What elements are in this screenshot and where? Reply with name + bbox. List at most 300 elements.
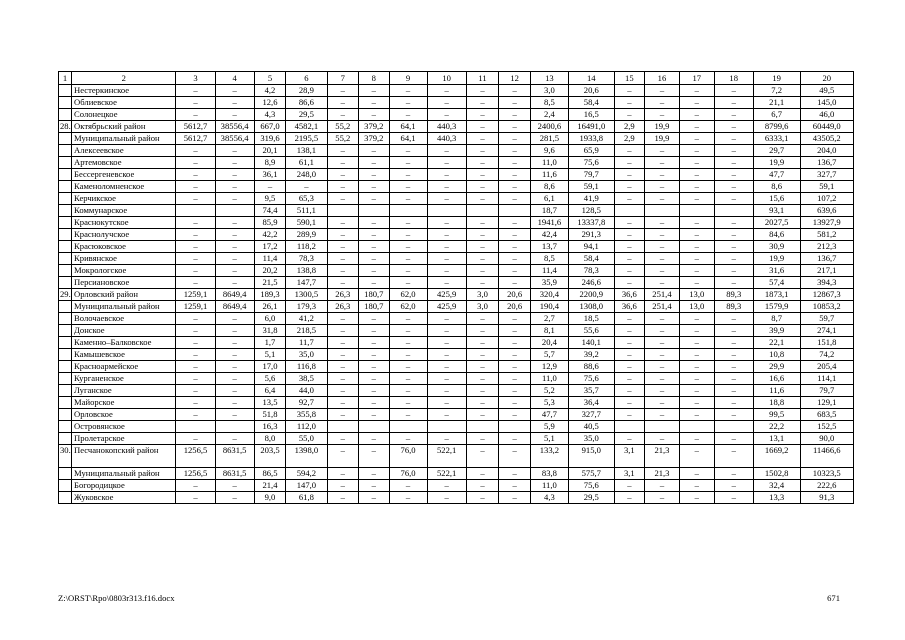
value-cell: –: [427, 181, 466, 193]
value-cell: 327,7: [568, 409, 614, 421]
value-cell: –: [176, 217, 215, 229]
value-cell: 1259,1: [176, 301, 215, 313]
value-cell: 683,5: [800, 409, 853, 421]
value-cell: 1669,2: [753, 445, 800, 468]
value-cell: –: [389, 373, 427, 385]
value-cell: 6333,1: [753, 133, 800, 145]
value-cell: 20,6: [499, 301, 531, 313]
value-cell: 3,0: [466, 301, 499, 313]
territory-name-cell: Курганенское: [72, 373, 176, 385]
value-cell: –: [359, 409, 389, 421]
value-cell: 13,1: [753, 433, 800, 445]
value-cell: –: [714, 373, 753, 385]
value-cell: 88,6: [568, 361, 614, 373]
table-row: [59, 349, 854, 361]
value-cell: –: [466, 265, 499, 277]
value-cell: 10323,5: [800, 468, 853, 480]
table-row: [59, 217, 854, 229]
value-cell: –: [327, 468, 359, 480]
value-cell: 590,1: [286, 217, 327, 229]
value-cell: 5,9: [530, 421, 568, 433]
value-cell: 47,7: [753, 169, 800, 181]
value-cell: 5,6: [254, 373, 286, 385]
value-cell: 13337,8: [568, 217, 614, 229]
value-cell: –: [614, 409, 644, 421]
value-cell: 2400,6: [530, 121, 568, 133]
territory-name-cell: Волочаевское: [72, 313, 176, 325]
value-cell: –: [679, 433, 714, 445]
value-cell: 36,6: [614, 301, 644, 313]
territory-name-cell: Алексеевское: [72, 145, 176, 157]
table-row: [59, 385, 854, 397]
value-cell: –: [327, 193, 359, 205]
value-cell: –: [215, 349, 254, 361]
value-cell: –: [714, 157, 753, 169]
value-cell: 61,1: [286, 157, 327, 169]
value-cell: 60449,0: [800, 121, 853, 133]
value-cell: 38,5: [286, 373, 327, 385]
value-cell: –: [327, 385, 359, 397]
value-cell: 16,6: [753, 373, 800, 385]
value-cell: –: [327, 445, 359, 468]
value-cell: 2200,9: [568, 289, 614, 301]
row-number-cell: [59, 433, 72, 445]
value-cell: 248,0: [286, 169, 327, 181]
value-cell: –: [359, 145, 389, 157]
value-cell: 222,6: [800, 480, 853, 492]
value-cell: –: [714, 468, 753, 480]
value-cell: 217,1: [800, 265, 853, 277]
value-cell: 1502,8: [753, 468, 800, 480]
value-cell: –: [427, 373, 466, 385]
value-cell: 511,1: [286, 205, 327, 217]
value-cell: –: [499, 193, 531, 205]
value-cell: –: [215, 325, 254, 337]
value-cell: 17,0: [254, 361, 286, 373]
value-cell: [679, 205, 714, 217]
row-number-cell: [59, 301, 72, 313]
row-number-cell: [59, 241, 72, 253]
value-cell: –: [327, 373, 359, 385]
value-cell: –: [327, 253, 359, 265]
value-cell: 251,4: [645, 289, 680, 301]
value-cell: –: [645, 265, 680, 277]
value-cell: –: [679, 97, 714, 109]
value-cell: –: [645, 157, 680, 169]
value-cell: –: [427, 169, 466, 181]
value-cell: 64,1: [389, 121, 427, 133]
column-number-cell: 14: [568, 72, 614, 85]
value-cell: [614, 205, 644, 217]
value-cell: 8,1: [530, 325, 568, 337]
row-number-cell: 29.: [60, 289, 71, 299]
value-cell: –: [679, 361, 714, 373]
value-cell: 62,0: [389, 301, 427, 313]
value-cell: 8,7: [753, 313, 800, 325]
column-number-cell: 10: [427, 72, 466, 85]
value-cell: 179,3: [286, 301, 327, 313]
value-cell: 47,7: [530, 409, 568, 421]
value-cell: –: [499, 445, 531, 468]
value-cell: –: [679, 85, 714, 97]
value-cell: 140,1: [568, 337, 614, 349]
table-row: [59, 433, 854, 445]
value-cell: –: [359, 325, 389, 337]
value-cell: –: [679, 277, 714, 289]
value-cell: –: [679, 169, 714, 181]
value-cell: –: [359, 373, 389, 385]
value-cell: 29,5: [568, 492, 614, 504]
value-cell: [215, 205, 254, 217]
value-cell: 11,4: [530, 265, 568, 277]
territory-name-cell: Октябрьский район: [72, 121, 176, 133]
value-cell: –: [499, 433, 531, 445]
value-cell: –: [466, 480, 499, 492]
value-cell: –: [215, 373, 254, 385]
value-cell: 13,3: [753, 492, 800, 504]
value-cell: 116,8: [286, 361, 327, 373]
value-cell: 12,9: [530, 361, 568, 373]
value-cell: –: [327, 229, 359, 241]
value-cell: –: [359, 169, 389, 181]
table-row: [59, 109, 854, 121]
value-cell: 19,9: [645, 133, 680, 145]
row-number-cell: [59, 397, 72, 409]
value-cell: –: [427, 385, 466, 397]
value-cell: –: [679, 217, 714, 229]
value-cell: 35,7: [568, 385, 614, 397]
value-cell: –: [499, 385, 531, 397]
value-cell: –: [679, 337, 714, 349]
value-cell: –: [714, 277, 753, 289]
value-cell: –: [466, 85, 499, 97]
value-cell: –: [499, 468, 531, 480]
territory-name-cell: Кривянское: [72, 253, 176, 265]
value-cell: –: [614, 480, 644, 492]
value-cell: 5,7: [530, 349, 568, 361]
column-number-cell: 15: [614, 72, 644, 85]
territory-name-cell: Красюковское: [72, 241, 176, 253]
value-cell: –: [499, 361, 531, 373]
territory-name-cell: Островянское: [72, 421, 176, 433]
value-cell: –: [389, 229, 427, 241]
value-cell: –: [359, 480, 389, 492]
table-row: [59, 229, 854, 241]
value-cell: –: [389, 277, 427, 289]
value-cell: 1941,6: [530, 217, 568, 229]
value-cell: –: [614, 361, 644, 373]
value-cell: –: [679, 385, 714, 397]
table-row: [59, 313, 854, 325]
value-cell: 74,4: [254, 205, 286, 217]
value-cell: –: [327, 397, 359, 409]
value-cell: 36,1: [254, 169, 286, 181]
column-number-cell: 11: [466, 72, 499, 85]
column-number-cell: 9: [389, 72, 427, 85]
value-cell: 639,6: [800, 205, 853, 217]
value-cell: –: [645, 181, 680, 193]
value-cell: –: [499, 133, 531, 145]
value-cell: –: [327, 480, 359, 492]
column-number-cell: 7: [327, 72, 359, 85]
table-row: [59, 97, 854, 109]
row-number-cell: [59, 109, 72, 121]
value-cell: –: [614, 169, 644, 181]
value-cell: –: [499, 492, 531, 504]
value-cell: 205,4: [800, 361, 853, 373]
value-cell: –: [679, 397, 714, 409]
value-cell: 147,7: [286, 277, 327, 289]
value-cell: –: [614, 265, 644, 277]
value-cell: –: [714, 109, 753, 121]
value-cell: 26,3: [327, 289, 359, 301]
table-row: [59, 409, 854, 421]
value-cell: –: [714, 145, 753, 157]
value-cell: 319,6: [254, 133, 286, 145]
value-cell: –: [176, 109, 215, 121]
value-cell: 19,9: [753, 253, 800, 265]
row-number-cell: [59, 361, 72, 373]
table-header-row: [59, 72, 854, 85]
value-cell: 84,6: [753, 229, 800, 241]
value-cell: –: [327, 85, 359, 97]
table-row: [59, 133, 854, 145]
value-cell: 2,7: [530, 313, 568, 325]
value-cell: 8799,6: [753, 121, 800, 133]
value-cell: 55,2: [327, 121, 359, 133]
value-cell: 1308,0: [568, 301, 614, 313]
table-row: [59, 157, 854, 169]
value-cell: [499, 421, 531, 433]
value-cell: –: [389, 337, 427, 349]
value-cell: 9,6: [530, 145, 568, 157]
value-cell: –: [389, 217, 427, 229]
value-cell: –: [499, 97, 531, 109]
value-cell: 21,4: [254, 480, 286, 492]
value-cell: 89,3: [714, 289, 753, 301]
value-cell: –: [466, 145, 499, 157]
value-cell: –: [389, 492, 427, 504]
value-cell: –: [215, 361, 254, 373]
territory-name-cell: Песчанокопский район: [72, 445, 176, 468]
value-cell: 180,7: [359, 289, 389, 301]
value-cell: 12,6: [254, 97, 286, 109]
value-cell: –: [466, 468, 499, 480]
territory-name-cell: Богородицкое: [72, 480, 176, 492]
value-cell: 6,1: [530, 193, 568, 205]
column-number-cell: 3: [176, 72, 215, 85]
value-cell: –: [389, 97, 427, 109]
value-cell: 8631,5: [215, 445, 254, 468]
value-cell: 36,6: [614, 289, 644, 301]
territory-name-cell: Каменно–Балковское: [72, 337, 176, 349]
value-cell: –: [499, 169, 531, 181]
territory-name-cell: Мокрологское: [72, 265, 176, 277]
value-cell: 145,0: [800, 97, 853, 109]
value-cell: 1873,1: [753, 289, 800, 301]
value-cell: 78,3: [568, 265, 614, 277]
value-cell: 39,2: [568, 349, 614, 361]
value-cell: 355,8: [286, 409, 327, 421]
value-cell: 35,0: [568, 433, 614, 445]
value-cell: 147,0: [286, 480, 327, 492]
value-cell: –: [359, 337, 389, 349]
document-path: Z:\ORST\Rpo\0803r313.f16.docx: [58, 593, 175, 603]
value-cell: 8631,5: [215, 468, 254, 480]
value-cell: [389, 205, 427, 217]
value-cell: 425,9: [427, 289, 466, 301]
value-cell: 64,1: [389, 133, 427, 145]
value-cell: –: [614, 313, 644, 325]
value-cell: –: [645, 217, 680, 229]
value-cell: 57,4: [753, 277, 800, 289]
value-cell: –: [679, 492, 714, 504]
value-cell: 1300,5: [286, 289, 327, 301]
value-cell: 133,2: [530, 445, 568, 468]
value-cell: –: [466, 133, 499, 145]
value-cell: –: [389, 145, 427, 157]
value-cell: –: [327, 217, 359, 229]
value-cell: –: [176, 145, 215, 157]
value-cell: –: [499, 349, 531, 361]
value-cell: –: [427, 361, 466, 373]
value-cell: –: [714, 253, 753, 265]
value-cell: –: [679, 480, 714, 492]
value-cell: 6,7: [753, 109, 800, 121]
row-number-cell: [59, 193, 72, 205]
value-cell: –: [679, 409, 714, 421]
value-cell: –: [645, 397, 680, 409]
value-cell: 42,2: [254, 229, 286, 241]
column-number-cell: 20: [800, 72, 853, 85]
value-cell: 99,5: [753, 409, 800, 421]
table-row: [59, 265, 854, 277]
value-cell: 11,7: [286, 337, 327, 349]
value-cell: –: [466, 397, 499, 409]
value-cell: –: [176, 229, 215, 241]
value-cell: 18,8: [753, 397, 800, 409]
value-cell: –: [645, 409, 680, 421]
value-cell: 3,0: [466, 289, 499, 301]
value-cell: 20,6: [568, 85, 614, 97]
value-cell: –: [714, 217, 753, 229]
value-cell: 78,3: [286, 253, 327, 265]
value-cell: –: [679, 241, 714, 253]
value-cell: –: [645, 229, 680, 241]
value-cell: –: [215, 480, 254, 492]
territory-name-cell: Краснолучское: [72, 229, 176, 241]
table-row: [59, 241, 854, 253]
value-cell: 204,0: [800, 145, 853, 157]
value-cell: –: [215, 253, 254, 265]
value-cell: 59,1: [568, 181, 614, 193]
value-cell: –: [176, 277, 215, 289]
value-cell: –: [466, 109, 499, 121]
row-number-cell: [59, 253, 72, 265]
value-cell: –: [714, 409, 753, 421]
value-cell: –: [327, 277, 359, 289]
value-cell: 21,1: [753, 97, 800, 109]
value-cell: 86,5: [254, 468, 286, 480]
value-cell: 44,0: [286, 385, 327, 397]
value-cell: –: [466, 409, 499, 421]
value-cell: –: [215, 265, 254, 277]
territory-name-cell: Красноармейское: [72, 361, 176, 373]
value-cell: –: [614, 217, 644, 229]
value-cell: –: [614, 85, 644, 97]
value-cell: –: [389, 265, 427, 277]
territory-name-cell: Керчикское: [72, 193, 176, 205]
value-cell: 35,9: [530, 277, 568, 289]
value-cell: 320,4: [530, 289, 568, 301]
column-number-cell: 2: [72, 72, 176, 85]
row-number-cell: [59, 169, 72, 181]
page-footer: [58, 593, 854, 605]
value-cell: 42,4: [530, 229, 568, 241]
value-cell: 136,7: [800, 157, 853, 169]
value-cell: –: [327, 492, 359, 504]
value-cell: 29,9: [753, 361, 800, 373]
value-cell: 8,5: [530, 253, 568, 265]
value-cell: 21,5: [254, 277, 286, 289]
table-row: [59, 169, 854, 181]
value-cell: 6,0: [254, 313, 286, 325]
value-cell: 915,0: [568, 445, 614, 468]
value-cell: –: [215, 97, 254, 109]
value-cell: 2,9: [614, 133, 644, 145]
value-cell: 28,9: [286, 85, 327, 97]
value-cell: –: [499, 145, 531, 157]
value-cell: 79,7: [568, 169, 614, 181]
value-cell: –: [499, 480, 531, 492]
value-cell: –: [359, 229, 389, 241]
value-cell: –: [215, 385, 254, 397]
row-number-cell: [59, 157, 72, 169]
territory-name-cell: Камышевское: [72, 349, 176, 361]
table-row: [59, 121, 854, 133]
value-cell: –: [427, 157, 466, 169]
value-cell: 2,9: [614, 121, 644, 133]
value-cell: –: [499, 85, 531, 97]
value-cell: –: [714, 349, 753, 361]
value-cell: 11,4: [254, 253, 286, 265]
value-cell: –: [614, 181, 644, 193]
value-cell: 5,3: [530, 397, 568, 409]
value-cell: –: [679, 109, 714, 121]
row-number-cell: 30.: [59, 445, 72, 468]
value-cell: 5612,7: [176, 121, 215, 133]
value-cell: 74,2: [800, 349, 853, 361]
value-cell: –: [614, 277, 644, 289]
value-cell: –: [359, 277, 389, 289]
value-cell: –: [714, 85, 753, 97]
value-cell: 1398,0: [286, 445, 327, 468]
territory-name-cell: Орловское: [72, 409, 176, 421]
value-cell: –: [679, 157, 714, 169]
value-cell: –: [389, 349, 427, 361]
value-cell: –: [645, 313, 680, 325]
value-cell: [176, 205, 215, 217]
value-cell: –: [359, 253, 389, 265]
value-cell: –: [645, 433, 680, 445]
value-cell: 212,3: [800, 241, 853, 253]
value-cell: 203,5: [254, 445, 286, 468]
value-cell: –: [714, 241, 753, 253]
value-cell: –: [714, 397, 753, 409]
value-cell: [359, 205, 389, 217]
value-cell: –: [176, 169, 215, 181]
value-cell: –: [614, 157, 644, 169]
